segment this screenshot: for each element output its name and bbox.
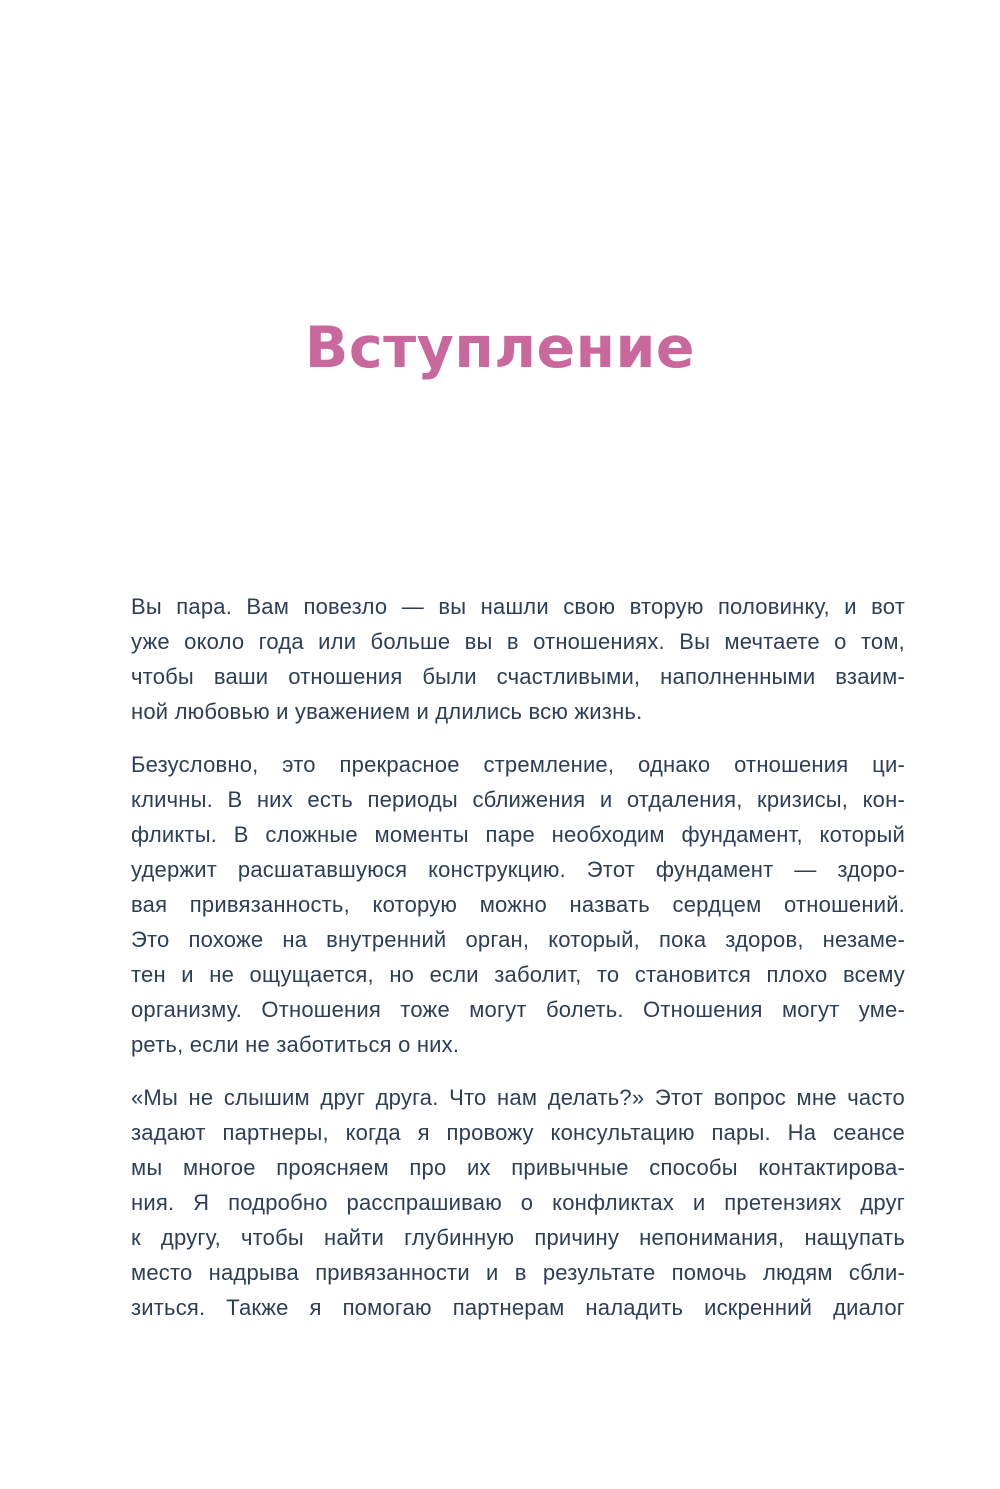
paragraph-line: задают партнеры, когда я провожу консультацию пары. На сеансе [131, 1120, 905, 1145]
paragraph-line: Вы пара. Вам повезло — вы нашли свою вторую половинку, и вот [131, 594, 905, 619]
paragraph-line: к другу, чтобы найти глубинную причину непонимания, нащупать [131, 1225, 905, 1250]
paragraph-line: уже около года или больше вы в отношениях. Вы мечтаете о том, [131, 629, 905, 654]
paragraph-line: мы многое проясняем про их привычные способы контактирова- [131, 1155, 905, 1180]
paragraph-line: чтобы ваши отношения были счастливыми, наполненными взаим- [131, 664, 905, 689]
paragraph-line: ной любовью и уважением и длились всю жизнь. [131, 699, 643, 724]
body-text [131, 589, 905, 1325]
paragraph-line: Безусловно, это прекрасное стремление, однако отношения ци- [131, 752, 905, 777]
paragraph-line: место надрыва привязанности и в результате помочь людям сбли- [131, 1260, 905, 1285]
paragraph-line: кличны. В них есть периоды сближения и отдаления, кризисы, кон- [131, 787, 905, 812]
paragraph-gap [131, 729, 905, 747]
paragraph-line: фликты. В сложные моменты паре необходим фундамент, который [131, 822, 905, 847]
chapter-title: Вступление [304, 315, 696, 381]
paragraph [131, 589, 905, 729]
paragraph-gap [131, 1062, 905, 1080]
paragraph-line: удержит расшатавшуюся конструкцию. Этот фундамент — здоро- [131, 857, 905, 882]
paragraph-line: Это похоже на внутренний орган, который, пока здоров, незаме- [131, 927, 905, 952]
paragraph [131, 747, 905, 1062]
paragraph [131, 1080, 905, 1325]
paragraph-line: ния. Я подробно расспрашиваю о конфликтах и претензиях друг [131, 1190, 905, 1215]
paragraph-line: тен и не ощущается, но если заболит, то становится плохо всему [131, 962, 905, 987]
paragraph-line: вая привязанность, которую можно назвать сердцем отношений. [131, 892, 905, 917]
paragraph-line: «Мы не слышим друг друга. Что нам делать?» Этот вопрос мне часто [131, 1085, 905, 1110]
paragraph-line: зиться. Также я помогаю партнерам наладить искренний диалог [131, 1295, 905, 1320]
paragraph-line: организму. Отношения тоже могут болеть. Отношения могут уме- [131, 997, 905, 1022]
paragraph-line: реть, если не заботиться о них. [131, 1032, 460, 1057]
